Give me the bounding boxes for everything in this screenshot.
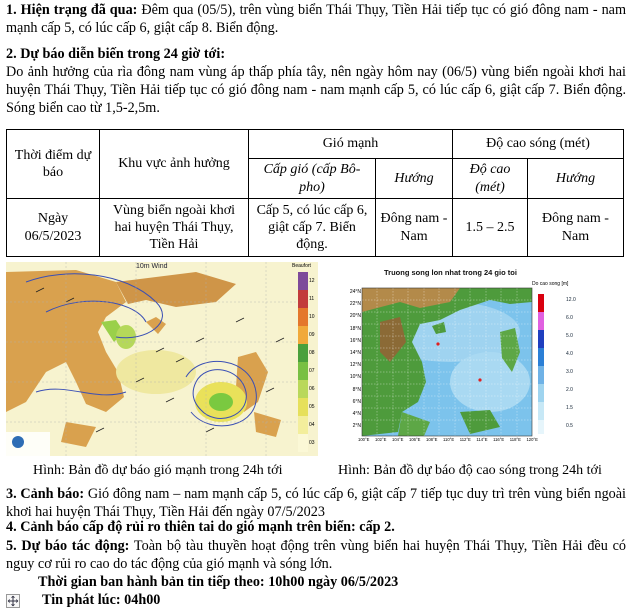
td-time: Ngày 06/5/2023 — [7, 199, 100, 257]
lat-label: 6°N — [352, 398, 361, 405]
section-current-status — [6, 1, 626, 37]
move-icon — [7, 595, 19, 607]
section-impact — [6, 537, 626, 573]
lon-label: 110°E — [443, 437, 455, 442]
wave-lat-labels — [341, 286, 361, 432]
section-4-heading: 4. Cảnh báo cấp độ rủi ro thiên tai do gió mạnh trên biển: cấp 2. — [6, 519, 395, 535]
issued-time: Tin phát lúc: 04h00 — [42, 592, 161, 608]
th-wind-direction: Hướng — [376, 159, 453, 199]
lat-label: 16°N — [349, 337, 361, 344]
td-area: Vùng biển ngoài khơi hai huyện Thái Thụy, Tiền Hải — [100, 199, 249, 257]
lon-label: 102°E — [375, 437, 387, 442]
wind-tick: 12 — [309, 278, 315, 284]
section-5-heading: 5. Dự báo tác động: — [6, 538, 130, 554]
wave-forecast-map — [340, 262, 585, 444]
wind-tick: 10 — [309, 314, 315, 320]
section-2-heading: 2. Dự báo diễn biến trong 24 giờ tới: — [6, 46, 226, 62]
th-area: Khu vực ảnh hưởng — [100, 130, 249, 199]
wind-colorbar-ticks — [309, 272, 318, 452]
wave-legend-swatch — [538, 312, 544, 330]
lon-label: 112°E — [459, 437, 471, 442]
lon-label: 104°E — [392, 437, 404, 442]
th-wave-direction: Hướng — [528, 159, 624, 199]
next-issue-time: Thời gian ban hành bản tin tiếp theo: 10h00 ngày 06/5/2023 — [38, 574, 399, 590]
th-wave-group: Độ cao sóng (mét) — [453, 130, 624, 159]
td-wave-height: 1.5 – 2.5 — [453, 199, 528, 257]
table-move-handle[interactable] — [6, 594, 20, 608]
wind-colorbar-title: Beaufort — [292, 263, 311, 269]
section-2-text: Do ảnh hưởng của rìa đông nam vùng áp thấp phía tây, nên ngày hôm nay (06/5) vùng biển ngoài khơi hai huyện Thái Thụy, Tiền Hải tiếp tục có gió đông nam - nam mạnh cấp 5, có lúc cấp 6, giật cấp 7. Biển động. Sóng biển cao từ 1,5-2,5m. — [6, 64, 626, 117]
lat-label: 22°N — [349, 301, 361, 308]
wave-legend-tick: 0.5 — [566, 423, 573, 429]
wave-legend-swatch — [538, 420, 544, 434]
wave-map-graphic — [340, 262, 585, 444]
section-1-heading: 1. Hiện trạng đã qua: — [6, 2, 138, 18]
td-wind-level: Cấp 5, có lúc cấp 6, giật cấp 7. Biển động. — [249, 199, 376, 257]
lat-label: 8°N — [352, 386, 361, 393]
lon-label: 118°E — [509, 437, 521, 442]
wind-forecast-map — [6, 262, 318, 456]
lat-label: 18°N — [349, 325, 361, 332]
lon-label: 106°E — [409, 437, 421, 442]
wind-tick: 04 — [309, 422, 315, 428]
th-wind-level: Cấp gió (cấp Bô-pho) — [249, 159, 376, 199]
lat-label: 12°N — [349, 362, 361, 369]
lat-label: 20°N — [349, 313, 361, 320]
th-time: Thời điểm dự báo — [7, 130, 100, 199]
lon-label: 120°E — [526, 437, 538, 442]
wave-legend-tick: 5.0 — [566, 333, 573, 339]
wave-legend-tick: 2.0 — [566, 387, 573, 393]
wave-map-title: Truong song lon nhat trong 24 gio toi — [384, 268, 517, 277]
wave-legend-swatch — [538, 294, 544, 312]
forecast-table — [6, 129, 624, 257]
wave-legend-tick: 3.0 — [566, 369, 573, 375]
wind-tick: 05 — [309, 404, 315, 410]
wave-legend-swatch — [538, 348, 544, 366]
wave-legend-tick: 6.0 — [566, 315, 573, 321]
wave-legend-title: Do cao song [m] — [532, 281, 569, 287]
section-1-text: Đêm qua (05/5), trên vùng biển Thái Thụy, Tiền Hải tiếp tục có gió đông nam - nam mạnh cấp 5, có lúc cấp 6, giật cấp 8. Biển động. — [6, 2, 626, 37]
wave-lon-labels — [358, 437, 538, 442]
wave-legend-tick: 12.0 — [566, 297, 576, 303]
wind-map-graphic — [6, 262, 318, 456]
wind-tick: 06 — [309, 386, 315, 392]
lat-label: 14°N — [349, 350, 361, 357]
wave-legend-tick: 4.0 — [566, 351, 573, 357]
wave-legend-swatch — [538, 402, 544, 420]
wind-tick: 08 — [309, 350, 315, 356]
wave-legend-swatch — [538, 330, 544, 348]
th-wind-group: Gió mạnh — [249, 130, 453, 159]
td-wave-direction: Đông nam - Nam — [528, 199, 624, 257]
lat-label: 24°N — [349, 289, 361, 295]
lat-label: 10°N — [349, 374, 361, 381]
wave-map-caption: Hình: Bản đồ dự báo độ cao sóng trong 24h tới — [338, 463, 602, 478]
wave-legend-swatch — [538, 384, 544, 402]
lon-label: 108°E — [426, 437, 438, 442]
section-forecast-24h — [6, 45, 626, 117]
wind-map-title: 10m Wind — [136, 263, 168, 270]
wind-map-caption: Hình: Bản đồ dự báo gió mạnh trong 24h tới — [33, 463, 283, 478]
section-3-text: Gió đông nam – nam mạnh cấp 5, có lúc cấp 6, giật cấp 7 tiếp tục duy trì trên vùng biển ngoài khơi hai huyện Thái Thụy, Tiền Hải đến ngày 07/5/2023 — [6, 486, 626, 521]
wind-tick: 03 — [309, 440, 315, 446]
section-warning — [6, 485, 626, 521]
td-wind-direction: Đông nam - Nam — [376, 199, 453, 257]
section-5-text: Toàn bộ tàu thuyền hoạt động trên vùng biển hai huyện Thái Thụy, Tiền Hải đều có nguy cơ rủi ro cao do tác động của gió mạnh và sóng lớn. — [6, 538, 626, 573]
lon-label: 116°E — [493, 437, 505, 442]
lat-label: 4°N — [352, 411, 361, 418]
section-3-heading: 3. Cảnh báo: — [6, 486, 85, 502]
wave-legend-ticks — [566, 291, 585, 435]
lon-label: 114°E — [476, 437, 488, 442]
wind-tick: 07 — [309, 368, 315, 374]
lat-label: 2°N — [352, 423, 361, 430]
wind-tick: 09 — [309, 332, 315, 338]
th-wave-height: Độ cao (mét) — [453, 159, 528, 199]
section-risk-level — [6, 518, 626, 536]
lon-label: 100°E — [358, 437, 370, 442]
wave-legend-swatch — [538, 366, 544, 384]
wind-tick: 11 — [309, 296, 315, 302]
wave-legend-tick: 1.5 — [566, 405, 573, 411]
